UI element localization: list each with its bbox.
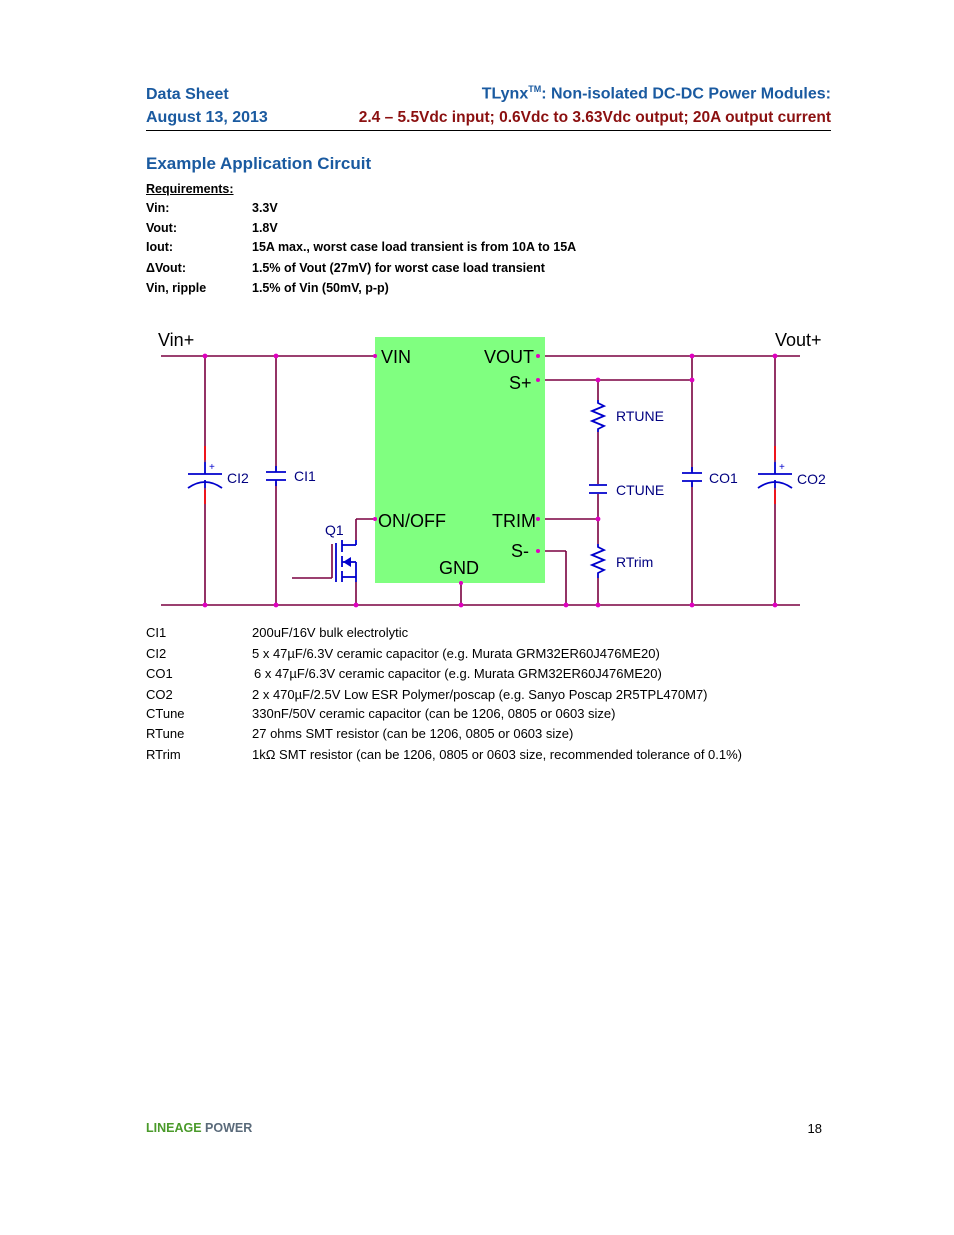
pin-on-off-label: ON/OFF <box>378 511 446 531</box>
req-value: 3.3V <box>252 201 278 215</box>
label-rtune: RTUNE <box>616 408 664 424</box>
part-ref: RTrim <box>146 747 181 762</box>
polarity-co2: + <box>779 462 785 473</box>
req-label: Vout: <box>146 221 178 235</box>
rail-vin-label: Vin+ <box>158 330 195 350</box>
doc-type: Data Sheet <box>146 86 229 103</box>
capacitor-ci2-symbol <box>188 462 222 488</box>
req-value: 1.8V <box>252 221 278 235</box>
label-ci1: CI1 <box>294 468 316 484</box>
capacitor-ctune-symbol <box>589 485 607 493</box>
part-ref: CI2 <box>146 646 167 661</box>
part-ref: CTune <box>146 706 185 721</box>
part-desc: 330nF/50V ceramic capacitor (can be 1206, 0805 or 0603 size) <box>252 706 616 721</box>
pin-vin-label: VIN <box>381 347 412 367</box>
req-value: 15A max., worst case load transient is from 10A to 15A <box>252 240 577 254</box>
requirements-heading: Requirements: <box>146 182 234 196</box>
part-desc: 27 ohms SMT resistor (can be 1206, 0805 or 0603 size) <box>252 726 574 741</box>
pin-sense-minus-label: S- <box>511 541 529 561</box>
pin-gnd-label: GND <box>439 558 479 578</box>
label-co1: CO1 <box>709 470 738 486</box>
part-ref: CO1 <box>146 666 173 681</box>
req-label: Iout: <box>146 240 174 254</box>
capacitor-ci1-symbol <box>266 466 286 486</box>
part-ref: RTune <box>146 726 185 741</box>
doc-date: August 13, 2013 <box>146 109 268 126</box>
req-value: 1.5% of Vin (50mV, p-p) <box>252 281 389 295</box>
label-ci2: CI2 <box>227 470 249 486</box>
label-rtrim: RTrim <box>616 554 654 570</box>
part-ref: CO2 <box>146 687 173 702</box>
part-ref: CI1 <box>146 625 167 640</box>
polarity-ci2: + <box>209 462 215 473</box>
req-label: Vin, ripple <box>146 281 207 295</box>
page-number: 18 <box>807 1121 822 1136</box>
resistor-rtune-symbol <box>592 400 604 432</box>
rail-vout-label: Vout+ <box>775 330 822 350</box>
label-co2: CO2 <box>797 471 826 487</box>
resistor-rtrim-symbol <box>592 544 604 578</box>
pin-sense-plus-label: S+ <box>509 373 532 393</box>
capacitor-co1-symbol <box>682 467 702 487</box>
part-desc: 200uF/16V bulk electrolytic <box>252 625 409 640</box>
part-desc: 1kΩ SMT resistor (can be 1206, 0805 or 0603 size, recommended tolerance of 0.1%) <box>252 747 743 762</box>
part-desc: 2 x 470µF/2.5V Low ESR Polymer/poscap (e.g. Sanyo Poscap 2R5TPL470M7) <box>252 687 708 702</box>
product-subtitle: 2.4 – 5.5Vdc input; 0.6Vdc to 3.63Vdc output; 20A output current <box>358 109 831 126</box>
pin-vout-label: VOUT <box>484 347 535 367</box>
label-ctune: CTUNE <box>616 482 665 498</box>
label-q1: Q1 <box>325 522 344 538</box>
req-label: ΔVout: <box>146 261 186 275</box>
product-title: TLynx™: Non-isolated DC-DC Power Modules: <box>481 84 831 103</box>
capacitor-co2-symbol <box>758 462 792 488</box>
part-desc: 6 x 47µF/6.3V ceramic capacitor (e.g. Murata GRM32ER60J476ME20) <box>254 666 662 681</box>
footer-brand: LINEAGE POWER <box>146 1121 253 1135</box>
req-label: Vin: <box>146 201 170 215</box>
req-value: 1.5% of Vout (27mV) for worst case load transient <box>252 261 545 275</box>
section-title: Example Application Circuit <box>146 154 372 173</box>
pin-trim-label: TRIM <box>492 511 536 531</box>
part-desc: 5 x 47µF/6.3V ceramic capacitor (e.g. Murata GRM32ER60J476ME20) <box>252 646 660 661</box>
mosfet-arrow-icon <box>343 557 351 567</box>
